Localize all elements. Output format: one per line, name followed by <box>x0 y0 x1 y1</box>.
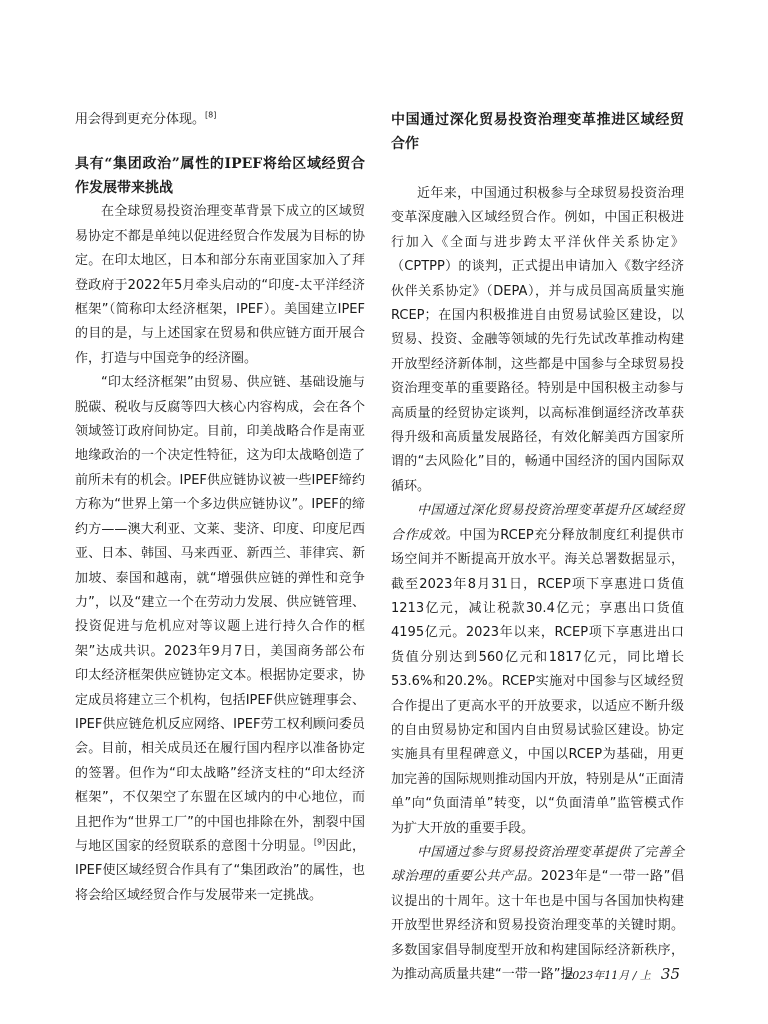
left-column <box>75 108 365 908</box>
paragraph-rcep: 中国通过深化贸易投资治理变革提升区域经贸合作成效。中国为RCEP充分释放制度红利提供市场空间并不断提高开放水平。海关总署数据显示，截至2023年8月31日，RCEP项下享惠进口货值1213亿元，减让税款30.4亿元；享惠出口货值4195亿元。2023年以来，RCEP项下享惠进出口货值分别达到560亿元和1817亿元，同比增长53.6%和20.2%。RCEP实施对中国参与区域经贸合作提出了更高水平的开放要求，以适应不断升级的自由贸易协定和国内自由贸易试验区建设。协定实施具有里程碑意义，中国以RCEP为基础，用更加完善的国际规则推动国内开放，特别是从“正面清单”向“负面清单”转变，以“负面清单”监管模式作为扩大开放的重要手段。 <box>391 503 684 836</box>
paragraph-ipef-intro: 在全球贸易投资治理变革背景下成立的区域贸易协定不都是单纯以促进经贸合作发展为目标的协定。在印太地区，日本和部分东南亚国家加入了拜登政府于2022年5月牵头启动的“印度-太平洋经济框架”（简称印太经济框架，IPEF）。美国建立IPEF的目的是，与上述国家在贸易和供应链方面开展合作，打造与中国竞争的经济圈。 <box>75 204 365 366</box>
page-footer <box>0 964 680 983</box>
footnote-ref-9: [9] <box>313 837 326 847</box>
paragraph-china-intro: 近年来，中国通过积极参与全球贸易投资治理变革深度融入区域经贸合作。例如，中国正积极进行加入《全面与进步跨太平洋伙伴关系协定》（CPTPP）的谈判，正式提出申请加入《数字经济伙伴关系协定》（DEPA），并与成员国高质量实施RCEP；在国内积极推进自由贸易试验区建设，以贸易、投资、金融等领域的先行先试改革推动构建开放型经济新体制，这些都是中国参与全球贸易投资治理变革的重要路径。特别是中国积极主动参与高质量的经贸协定谈判，以高标准倒逼经济改革获得升级和高质量发展路径，有效化解美西方国家所谓的“去风险化”目的，畅通中国经济的国内国际双循环。 <box>391 186 684 494</box>
page-number: 35 <box>660 965 680 983</box>
lead-sentence-rcep: 中国通过深化贸易投资治理变革提升区域经贸合作成效。 <box>391 503 684 543</box>
paragraph-continuation: 用会得到更充分体现。[8] <box>75 110 217 127</box>
paragraph-ipef-framework: “印太经济框架”由贸易、供应链、基础设施与脱碳、税收与反腐等四大核心内容构成，会在各个领域签订政府间协定。目前，印美战略合作是南亚地缘政治的一个决定性特征，这为印太战略创造了前所未有的机会。IPEF供应链协议被一些IPEF缔约方称为“世界上第一个多边供应链协议”。IPEF的缔约方——澳大利亚、文莱、斐济、印度、印度尼西亚、日本、韩国、马来西亚、新西兰、菲律宾、新加坡、泰国和越南，就“增强供应链的弹性和竞争力”，以及“建立一个在劳动力发展、供应链管理、投资促进与危机应对等议题上进行持久合作的框架”达成共识。2023年9月7日，美国商务部公布印太经济框架供应链协定文本。根据协定要求，协定成员将建立三个机构，包括IPEF供应链理事会、IPEF供应链危机反应网络、IPEF劳工权利顾问委员会。目前，相关成员还在履行国内程序以准备协定的签署。但作为“印太战略”经济支柱的“印太经济框架”，不仅架空了东盟在区域内的中心地位，而且把作为“世界工厂”的中国也排除在外，割裂中国与地区国家的经贸联系的意图十分明显。[9]因此，IPEF使区域经贸合作具有了“集团政治”的属性，也将会给区域经贸合作与发展带来一定挑战。 <box>75 375 365 903</box>
section-heading-ipef: 具有“集团政治”属性的IPEF将给区域经贸合作发展带来挑战 <box>75 156 365 197</box>
issue-date: 2023年11月 / 上 <box>565 969 651 982</box>
section-heading-china: 中国通过深化贸易投资治理变革推进区域经贸合作 <box>391 112 684 152</box>
lead-sentence-governance: 中国通过参与贸易投资治理变革提供了完善全球治理的重要公共产品。 <box>391 844 684 885</box>
footnote-ref-8: [8] <box>205 110 217 120</box>
right-column <box>391 108 684 987</box>
paragraph-global-governance: 中国通过参与贸易投资治理变革提供了完善全球治理的重要公共产品。2023年是“一带一路”倡议提出的十周年。这十年也是中国与各国加快构建开放型世界经济和贸易投资治理变革的关键时期。多数国家倡导制度型开放和构建国际经济新秩序，为推动高质量共建“一带一路”提 <box>391 844 684 982</box>
